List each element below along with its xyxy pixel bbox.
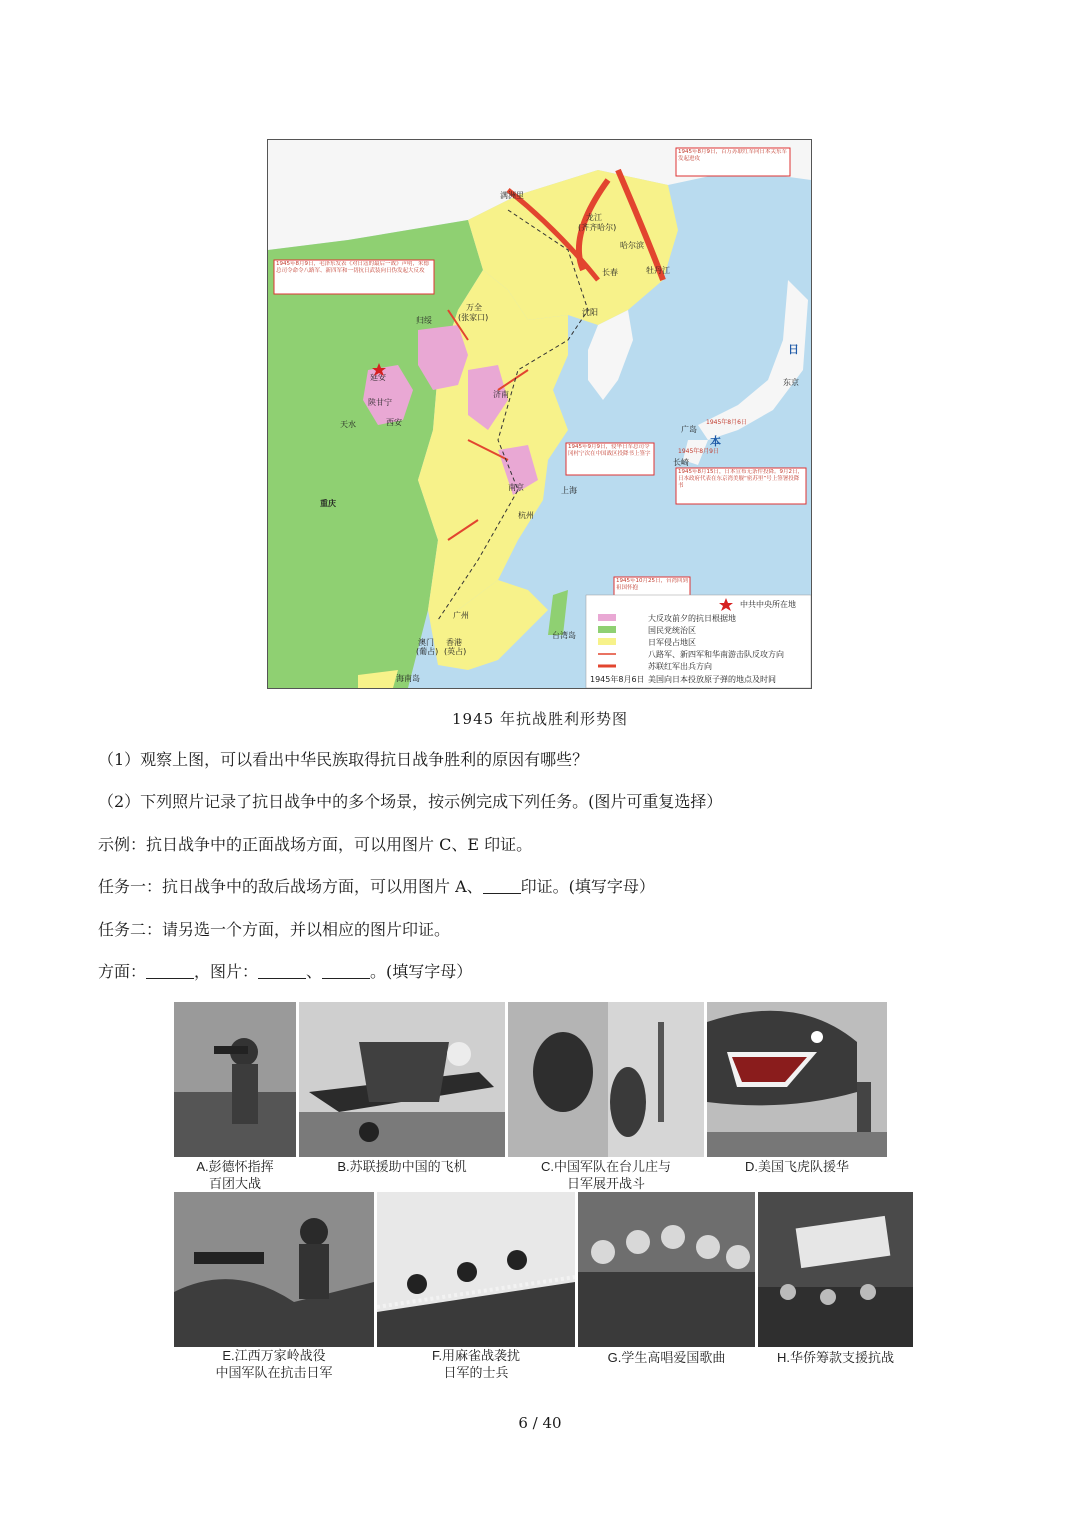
label-nagasaki: 长崎 (673, 458, 689, 467)
legend-item-hq: 中共中央所在地 (740, 600, 796, 609)
label-zhangjiakou: (张家口) (458, 313, 489, 322)
legend-item-base: 大反攻前夕的抗日根据地 (648, 614, 736, 623)
label-shaanganning: 陕甘宁 (368, 398, 392, 407)
label-harbin: 哈尔滨 (620, 241, 644, 250)
label-xian: 西安 (386, 418, 402, 427)
photo-c (508, 1002, 704, 1157)
legend-item-occupied: 日军侵占地区 (648, 638, 696, 647)
label-taiwan: 台湾岛 (552, 631, 576, 640)
photo-f-caption (377, 1347, 575, 1381)
aspect-label: 方面： (98, 962, 147, 981)
label-hainan: 海南岛 (396, 674, 420, 683)
photo-h-label-1: H.华侨筹款支援抗战 (776, 1350, 894, 1365)
label-hiroshima: 广岛 (681, 425, 697, 434)
photo-e-caption (174, 1347, 374, 1381)
photo-f (377, 1192, 575, 1347)
callout-mao: 1945年8月9日，毛泽东发表《对日寇的最后一战》声明，朱德总司令命令八路军、新四军和一切抗日武装向日伪发起大反攻 (276, 261, 429, 274)
map-legend (586, 595, 811, 688)
label-changchun: 长春 (602, 268, 618, 277)
photo-e-label-1: E.江西万家岭战役 (222, 1348, 326, 1363)
label-mudanjiang: 牡丹江 (646, 266, 670, 275)
photo-e-label-2: 中国军队在抗击日军 (215, 1365, 333, 1380)
question-1: （1）观察上图，可以看出中华民族取得抗日战争胜利的原因有哪些？ (98, 750, 589, 769)
label-hongkong: 香港 (446, 638, 462, 647)
label-manzhouli: 满洲里 (500, 191, 524, 200)
legend-item-soviet: 苏联红军出兵方向 (648, 662, 712, 671)
label-shanghai: 上海 (561, 486, 577, 495)
label-hongkong-sub: (英占) (444, 647, 467, 656)
photo-a-caption (174, 1158, 296, 1192)
callout-soviet: 1945年8月9日，百万苏联红军向日本关东军发起进攻 (678, 149, 787, 162)
photo-g (578, 1192, 755, 1347)
page-number: 6 / 40 (518, 1414, 562, 1432)
photo-h-caption (758, 1349, 913, 1366)
label-wanquan: 万全 (466, 303, 482, 312)
date-nagasaki: 1945年8月9日 (678, 448, 719, 455)
task-1-text-a: 任务一：抗日战争中的敌后战场方面，可以用图片 A、 (98, 877, 483, 896)
picture-blank-1[interactable] (258, 962, 306, 979)
callout-surrender-china: 1945年9月9日，侵华日军总司令冈村宁次在中国战区投降书上签字 (568, 444, 651, 457)
task-1-blank[interactable] (483, 877, 521, 894)
callout-surrender-japan: 1945年8月15日，日本宣布无条件投降。9月2日，日本政府代表在东京湾美舰“密苏里”号上签署投降书 (678, 469, 803, 489)
photo-b (299, 1002, 505, 1157)
label-tianshui: 天水 (340, 420, 356, 429)
task-2: 任务二：请另选一个方面，并以相应的图片印证。 (98, 920, 451, 939)
label-guisui: 归绥 (416, 316, 432, 325)
label-jinan: 济南 (493, 390, 509, 399)
callout-taiwan: 1945年10月25日，台湾回到祖国怀抱 (616, 578, 688, 591)
photo-a-label-2: 百团大战 (208, 1176, 261, 1191)
photo-c-caption (508, 1158, 704, 1192)
date-hiroshima: 1945年8月6日 (706, 419, 747, 426)
aspect-line (98, 962, 472, 982)
label-tokyo: 东京 (783, 378, 799, 387)
map-caption: 1945 年抗战胜利形势图 (452, 710, 628, 728)
label-longjiang: 龙江 (586, 213, 602, 222)
label-hangzhou: 杭州 (518, 511, 534, 520)
photo-c-label-2: 日军展开战斗 (566, 1176, 645, 1191)
legend-item-kmt: 国民党统治区 (648, 626, 696, 635)
map-graphic (268, 140, 811, 688)
photo-a (174, 1002, 296, 1157)
photo-a-label-1: A.彭德怀指挥 (196, 1159, 274, 1174)
photo-c-label-1: C.中国军队在台儿庄与 (540, 1159, 671, 1174)
photo-b-caption (299, 1158, 505, 1175)
label-chongqing: 重庆 (320, 499, 336, 508)
label-yanan: 延安 (370, 373, 386, 382)
legend-item-atomic: 美国向日本投放原子弹的地点及时间 (648, 675, 776, 684)
label-qiqihar: (齐齐哈尔) (578, 223, 617, 232)
photo-g-label-1: G.学生高唱爱国歌曲 (607, 1350, 726, 1365)
separator: 、 (306, 962, 323, 981)
label-macau: 澳门 (418, 638, 434, 647)
photo-e (174, 1192, 374, 1347)
photo-f-label-1: F.用麻雀战袭扰 (431, 1348, 521, 1363)
label-macau-sub: (葡占) (416, 647, 439, 656)
label-japan-1: 日 (788, 343, 799, 356)
legend-date: 1945年8月6日 (590, 675, 645, 684)
photo-b-label-1: B.苏联援助中国的飞机 (337, 1159, 467, 1174)
task-1 (98, 877, 655, 897)
example-line: 示例：抗日战争中的正面战场方面，可以用图片 C、E 印证。 (98, 835, 533, 854)
label-japan-2: 本 (710, 435, 721, 448)
picture-label: ，图片： (194, 962, 259, 981)
task-1-text-b: 印证。(填写字母） (520, 877, 655, 896)
question-2: （2）下列照片记录了抗日战争中的多个场景，按示例完成下列任务。(图片可重复选择） (98, 792, 723, 811)
label-shenyang: 沈阳 (582, 308, 598, 317)
map-1945-victory (267, 139, 812, 689)
photo-f-label-2: 日军的士兵 (443, 1365, 509, 1380)
picture-blank-2[interactable] (322, 962, 370, 979)
fill-hint: 。(填写字母） (370, 962, 473, 981)
photo-g-caption (578, 1349, 755, 1366)
photo-d (707, 1002, 887, 1157)
legend-item-counteroffensive: 八路军、新四军和华南游击队反攻方向 (648, 650, 784, 659)
label-nanjing: 南京 (508, 483, 524, 492)
photo-h (758, 1192, 913, 1347)
photo-d-caption (707, 1158, 887, 1175)
photo-d-label-1: D.美国飞虎队援华 (744, 1159, 849, 1174)
aspect-blank[interactable] (146, 962, 194, 979)
label-guangzhou: 广州 (453, 611, 469, 620)
